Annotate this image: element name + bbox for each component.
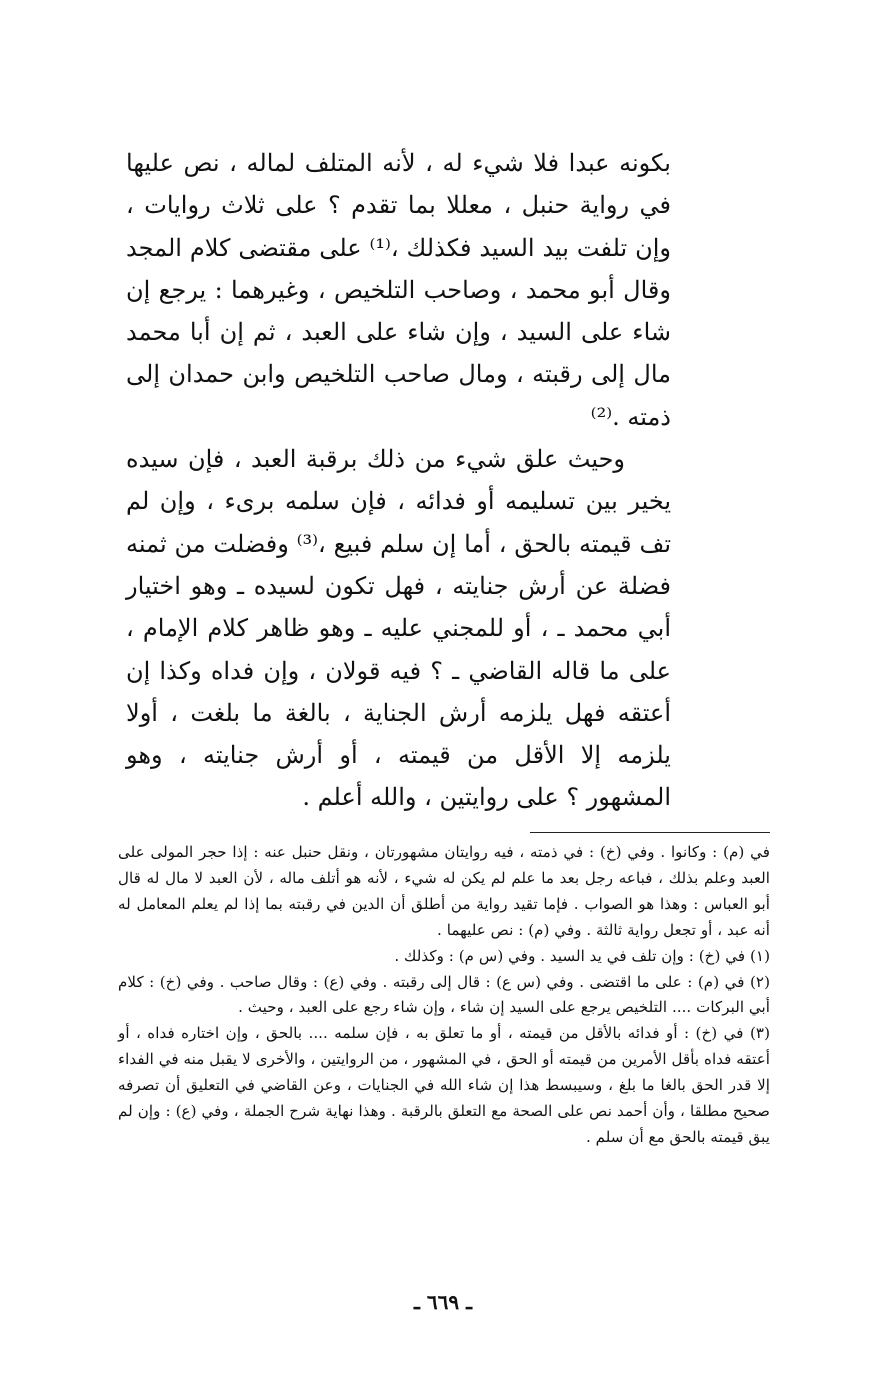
- footnotes: [118, 840, 770, 1151]
- main-text: [126, 142, 671, 819]
- main-paragraph-1: بكونه عبدا فلا شيء له ، لأنه المتلف لماله ، نص عليها في رواية حنبل ، معللا بما تقدم ؟ على ثلاث روايات ، وإن تلفت بيد السيد فكذلك ،⁽¹⁾ على مقتضى كلام المجد وقال أبو محمد ، وصاحب التلخيص ، وغيرهما : يرجع إن شاء على السيد ، وإن شاء على العبد ، ثم إن أبا محمد مال إلى رقبته ، ومال صاحب التلخيص وابن حمدان إلى ذمته .⁽²⁾: [126, 149, 672, 431]
- footnote-1: (١) في (خ) : وإن تلف في يد السيد . وفي (س م) : وكذلك .: [394, 946, 770, 965]
- footnote-3: (٣) في (خ) : أو فدائه بالأقل من قيمته ، أو ما تعلق به ، فإن سلمه .... بالحق ، وإن اختاره فداه ، أو أعتقه فداه بأقل الأمرين من قيمته أو الحق ، في المشهور ، من الروايتين ، والأخرى لا يقبل منه في الفداء إلا قدر الحق بالغا ما بلغ ، وسيبسط هذا إن شاء الله في الجنايات ، وعن القاضي في التعليق أن تصرفه صحيح مطلقا ، وأن أحمد نص على الصحة مع التعلق بالرقبة . وهذا نهاية شرح الجملة ، وفي (ع) : وإن لم يبق قيمته بالحق مع أن سلم .: [118, 1024, 770, 1146]
- main-paragraph-2: وحيث علق شيء من ذلك برقبة العبد ، فإن سيده يخير بين تسليمه أو فدائه ، فإن سلمه برىء ، وإن لم تف قيمته بالحق ، أما إن سلم فبيع ،⁽³⁾ وفضلت من ثمنه فضلة عن أرش جنايته ، فهل تكون لسيده ـ وهو اختيار أبي محمد ـ ، أو للمجني عليه ـ وهو ظاهر كلام الإمام ، على ما قاله القاضي ـ ؟ فيه قولان ، وإن فداه وكذا إن أعتقه فهل يلزمه أرش الجناية ، بالغة ما بلغت ، أولا يلزمه إلا الأقل من قيمته ، أو أرش جنايته ، وهو المشهور ؟ على روايتين ، والله أعلم .: [126, 445, 671, 812]
- footnote-separator: [530, 832, 770, 833]
- footnote-2: (٢) في (م) : على ما اقتضى . وفي (س ع) : قال إلى رقبته . وفي (ع) : وقال صاحب . وفي (خ) : كلام أبي البركات .... التلخيص يرجع على السيد إن شاء ، وإن شاء رجع على العبد ، وحيث .: [118, 972, 770, 1017]
- footnote-continued: في (م) : وكانوا . وفي (خ) : في ذمته ، فيه روايتان مشهورتان ، ونقل حنبل عنه : إذا حجر المولى على العبد وعلم بذلك ، فباعه رجل بعد ما علم لم يكن له شيء ، لأنه هو أتلف ماله ، لأن العبد لا مال له قال أبو العباس : وهذا هو الصواب . فإما تقيد رواية من أطلق أن الدين في رقبته بما إذا لم يعلم المعامل له أنه عبد ، أو تجعل رواية ثالثة . وفي (م) : نص عليهما .: [118, 843, 770, 939]
- page-number: ـ ٦٦٩ ـ: [414, 1290, 472, 1314]
